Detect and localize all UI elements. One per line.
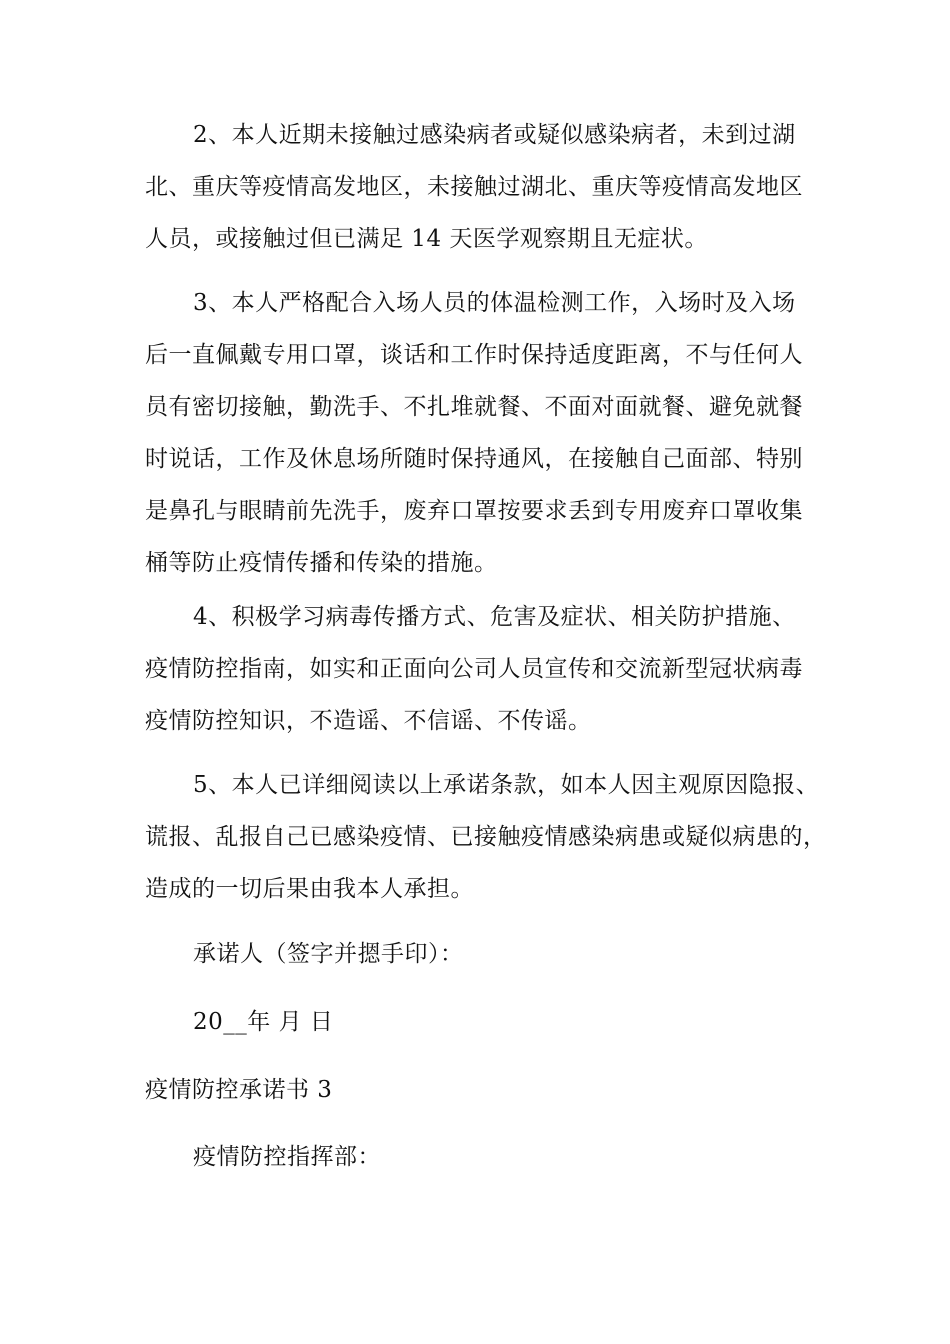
paragraph-line: 人员，或接触过但已满足 14 天医学观察期且无症状。 xyxy=(145,226,708,252)
section-title: 疫情防控承诺书 3 xyxy=(145,1077,333,1103)
paragraph-line: 疫情防控知识，不造谣、不信谣、不传谣。 xyxy=(145,708,592,734)
paragraph-line: 桶等防止疫情传播和传染的措施。 xyxy=(145,550,498,576)
paragraph-line: 北、重庆等疫情高发地区，未接触过湖北、重庆等疫情高发地区 xyxy=(145,174,803,200)
paragraph-item-2 xyxy=(145,109,815,265)
paragraph-line: 疫情防控指南，如实和正面向公司人员宣传和交流新型冠状病毒 xyxy=(145,656,803,682)
paragraph-line: 造成的一切后果由我本人承担。 xyxy=(145,876,474,902)
paragraph-line: 员有密切接触，勤洗手、不扎堆就餐、不面对面就餐、避免就餐 xyxy=(145,394,803,420)
paragraph-line: 时说话，工作及休息场所随时保持通风，在接触自己面部、特别 xyxy=(145,446,803,472)
paragraph-line: 是鼻孔与眼睛前先洗手，废弃口罩按要求丢到专用废弃口罩收集 xyxy=(145,498,803,524)
paragraph-line: 3、本人严格配合入场人员的体温检测工作，入场时及入场 xyxy=(193,290,796,316)
paragraph-item-4 xyxy=(145,591,815,747)
signature-label: 承诺人（签字并摁手印）： xyxy=(193,941,464,967)
paragraph-line: 2、本人近期未接触过感染病者或疑似感染病者，未到过湖 xyxy=(193,122,796,148)
paragraph-item-5 xyxy=(145,759,827,915)
paragraph-line: 4、积极学习病毒传播方式、危害及症状、相关防护措施、 xyxy=(193,604,796,630)
paragraph-item-3 xyxy=(145,277,815,589)
paragraph-line: 谎报、乱报自己已感染疫情、已接触疫情感染病患或疑似病患的， xyxy=(145,824,827,850)
date-line: 20__年 月 日 xyxy=(193,1009,334,1035)
paragraph-line: 5、本人已详细阅读以上承诺条款，如本人因主观原因隐报、 xyxy=(193,772,820,798)
paragraph-line: 后一直佩戴专用口罩，谈话和工作时保持适度距离，不与任何人 xyxy=(145,342,803,368)
salutation: 疫情防控指挥部： xyxy=(193,1144,381,1170)
